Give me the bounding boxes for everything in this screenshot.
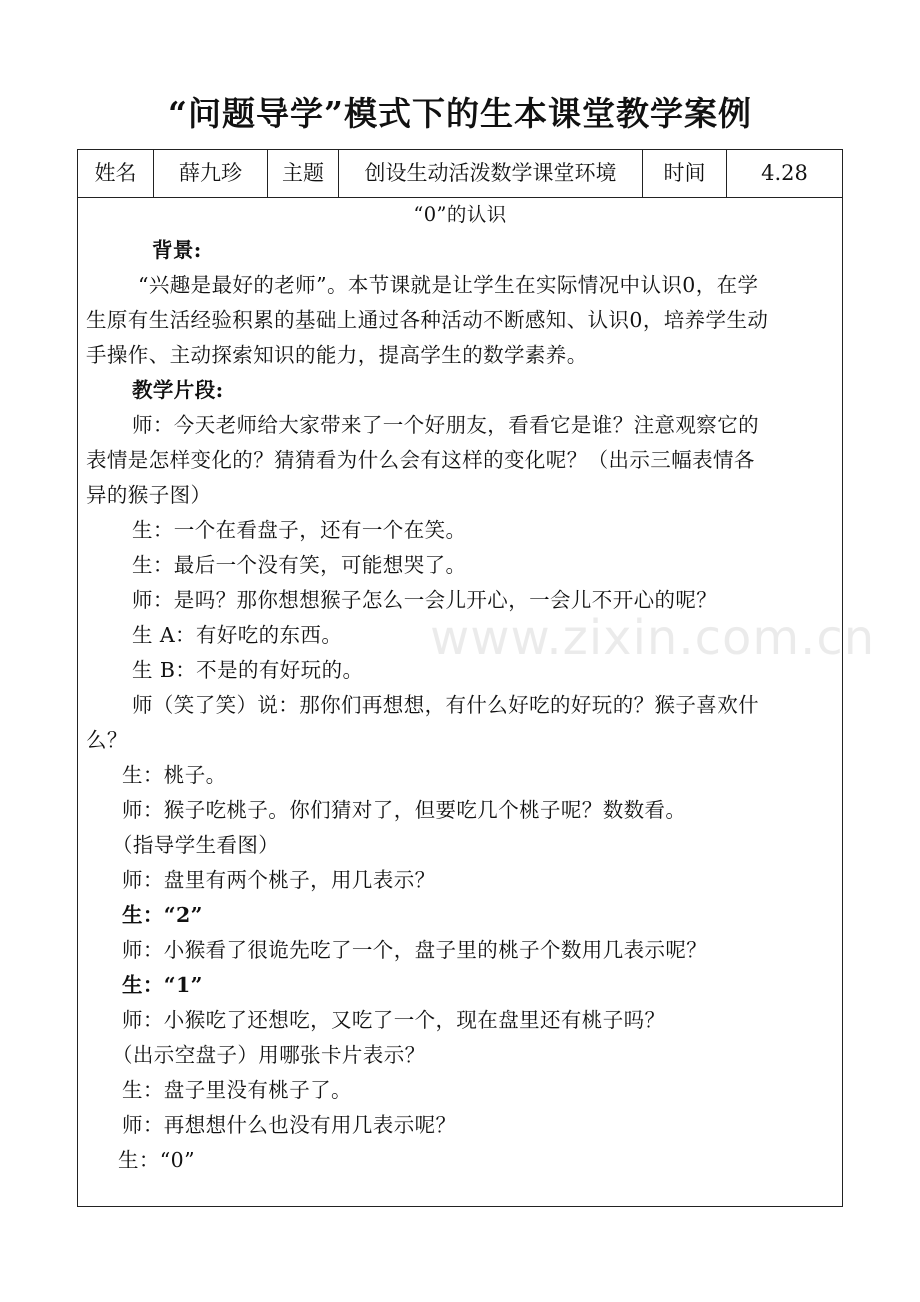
dialogue-line: 生：盘子里没有桃子了。 [122, 1078, 352, 1102]
dialogue-line: （指导学生看图） [112, 833, 280, 857]
dialogue-line: 表情是怎样变化的？猜猜看为什么会有这样的变化呢？（出示三幅表情各 [86, 448, 755, 472]
section-heading-teaching: 教学片段: [132, 378, 224, 402]
lesson-table [77, 149, 843, 1207]
dialogue-line: 么？ [86, 728, 128, 752]
watermark: www.zixin.com.cn [430, 610, 876, 666]
lesson-title: “0”的认识 [413, 203, 507, 226]
name-label: 姓名 [78, 150, 154, 197]
dialogue-line: 师：小猴吃了还想吃，又吃了一个，现在盘里还有桃子吗？ [122, 1008, 666, 1032]
lesson-body [86, 197, 834, 1178]
dialogue-line: 生：一个在看盘子，还有一个在笑。 [132, 518, 467, 542]
paragraph-line: 生原有生活经验积累的基础上通过各种活动不断感知、认识0，培养学生动 [86, 308, 769, 332]
time-value: 4.28 [761, 161, 808, 185]
dialogue-line: 师：是吗？那你想想猴子怎么一会儿开心，一会儿不开心的呢？ [132, 588, 718, 612]
dialogue-line: 异的猴子图） [86, 483, 212, 507]
dialogue-line: 生：“2” [122, 903, 203, 927]
page-title: “问题导学”模式下的生本课堂教学案例 [168, 94, 752, 133]
time-label: 时间 [643, 150, 727, 197]
dialogue-line: 生：桃子。 [122, 763, 227, 787]
name-value: 薛九珍 [154, 150, 268, 197]
dialogue-line: 师：猴子吃桃子。你们猜对了，但要吃几个桃子呢？数数看。 [122, 798, 687, 822]
dialogue-line: 生 B：不是的有好玩的。 [132, 658, 364, 682]
topic-label: 主题 [268, 150, 339, 197]
info-header-row [78, 150, 842, 198]
dialogue-line: 师（笑了笑）说：那你们再想想，有什么好吃的好玩的？猴子喜欢什 [132, 693, 759, 717]
dialogue-line: 师：盘里有两个桃子，用几表示？ [122, 868, 436, 892]
dialogue-line: 师：小猴看了很诡先吃了一个，盘子里的桃子个数用几表示呢？ [122, 938, 708, 962]
dialogue-line: 师：再想想什么也没有用几表示呢？ [122, 1113, 457, 1137]
dialogue-line: 生：最后一个没有笑，可能想哭了。 [132, 553, 467, 577]
dialogue-line: 生：“0” [118, 1148, 196, 1172]
paragraph-line: “兴趣是最好的老师”。本节课就是让学生在实际情况中认识0，在学 [138, 273, 759, 297]
dialogue-line: 师：今天老师给大家带来了一个好朋友，看看它是谁？注意观察它的 [132, 413, 759, 437]
section-heading-background: 背景: [152, 238, 202, 262]
dialogue-line: 生 A：有好吃的东西。 [132, 623, 343, 647]
topic-value: 创设生动活泼数学课堂环境 [339, 150, 643, 197]
paragraph-line: 手操作、主动探索知识的能力，提高学生的数学素养。 [86, 343, 588, 367]
dialogue-line: 生：“1” [122, 973, 203, 997]
dialogue-line: （出示空盘子）用哪张卡片表示？ [112, 1043, 426, 1067]
